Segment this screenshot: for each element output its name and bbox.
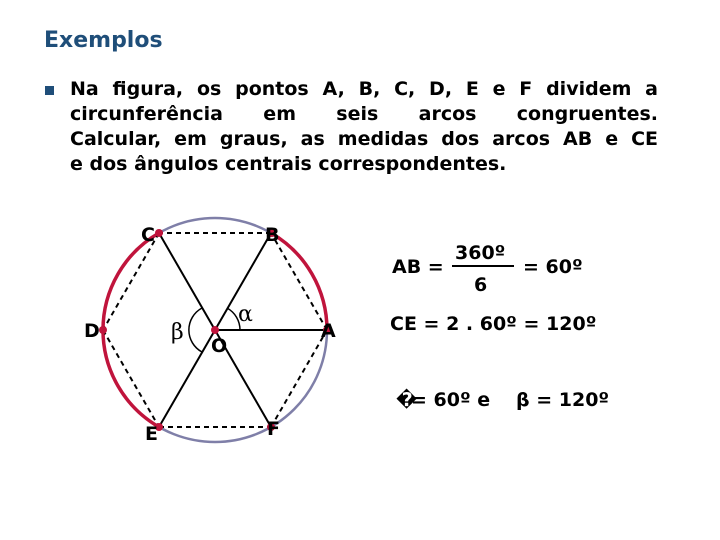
label-d: D <box>84 320 100 342</box>
ab-result: = 60º <box>523 256 583 278</box>
ab-label: AB = <box>392 256 444 278</box>
alpha-equation: = 60º e <box>411 389 491 411</box>
unknown-glyph: � <box>396 389 418 411</box>
fraction-denominator: 6 <box>474 274 488 296</box>
beta-angle-arc <box>189 308 202 352</box>
arc-ce <box>103 233 159 427</box>
page-title: Exemplos <box>44 28 163 53</box>
label-f: F <box>267 418 280 440</box>
problem-line-2: circunferência em seis arcos congruentes. <box>70 103 658 125</box>
label-e: E <box>145 423 158 445</box>
label-o: O <box>211 335 228 357</box>
problem-line-4: e dos ângulos centrais correspondentes. <box>70 153 507 175</box>
radii <box>159 233 327 427</box>
label-c: C <box>141 224 155 246</box>
label-b: B <box>265 224 280 246</box>
fraction-numerator: 360º <box>455 242 506 264</box>
point-d <box>99 326 107 334</box>
point-c <box>155 229 163 237</box>
ce-equation: CE = 2 . 60º = 120º <box>390 313 597 335</box>
label-alpha: α <box>238 302 253 327</box>
beta-equation: β = 120º <box>516 389 610 411</box>
label-a: A <box>321 320 336 342</box>
point-o <box>211 326 219 334</box>
label-beta: β <box>171 320 184 345</box>
problem-line-1: Na figura, os pontos A, B, C, D, E e F dividem a <box>70 78 658 100</box>
problem-line-3: Calcular, em graus, as medidas dos arcos AB e CE <box>70 128 658 150</box>
